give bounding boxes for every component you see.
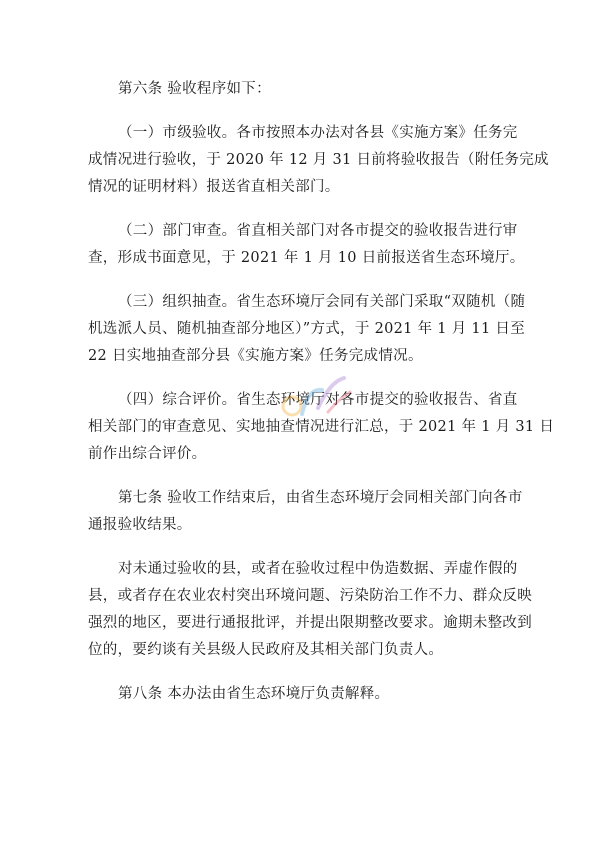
text-line: （三）组织抽查。省生态环境厅会同有关部门采取“双随机（随 xyxy=(118,294,526,310)
text-line: 前作出综合评价。 xyxy=(88,446,207,462)
text-line: 查，形成书面意见，于 2021 年 1 月 10 日前报送省生态环境厅。 xyxy=(88,250,525,266)
text-line: 相关部门的审查意见、实地抽查情况进行汇总，于 2021 年 1 月 31 日 xyxy=(88,419,555,435)
text-line: 对未通过验收的县，或者在验收过程中伪造数据、弄虚作假的 xyxy=(118,561,518,577)
text-line: 强烈的地区，要进行通报批评，并提出限期整改要求。逾期未整改到 xyxy=(88,615,532,631)
article-6-item-2 xyxy=(88,218,525,272)
text-line: 机选派人员、随机抽查部分地区）”方式，于 2021 年 1 月 11 日至 xyxy=(88,321,525,337)
text-line: 情况的证明材料）报送省直相关部门。 xyxy=(88,179,340,195)
text-line: 成情况进行验收，于 2020 年 12 月 31 日前将验收报告（附任务完成 xyxy=(88,152,549,168)
article-6-item-3 xyxy=(88,289,526,370)
document-body xyxy=(88,76,555,708)
text-line: 第八条 本办法由省生态环境厅负责解释。 xyxy=(118,686,390,702)
text-line: 22 日实地抽查部分县《实施方案》任务完成情况。 xyxy=(88,348,423,364)
text-line: （一）市级验收。各市按照本办法对各县《实施方案》任务完 xyxy=(118,125,518,141)
text-line: 位的，要约谈有关县级人民政府及其相关部门负责人。 xyxy=(88,642,444,658)
text-line: 第七条 验收工作结束后，由省生态环境厅会同相关部门向各市 xyxy=(118,490,523,506)
article-6-item-4 xyxy=(88,387,555,468)
text-line: 通报验收结果。 xyxy=(88,517,192,533)
article-6-heading xyxy=(88,76,508,103)
text-line: （二）部门审查。省直相关部门对各市提交的验收报告进行审 xyxy=(118,223,518,239)
article-7-paragraph-2 xyxy=(88,556,532,664)
article-7 xyxy=(88,485,523,539)
text-line: （四）综合评价。省生态环境厅对各市提交的验收报告、省直 xyxy=(118,392,518,408)
text-line: 县，或者存在农业农村突出环境问题、污染防治工作不力、群众反映 xyxy=(88,588,532,604)
article-6-item-1 xyxy=(88,120,549,201)
article-8 xyxy=(88,681,508,708)
text-line: 第六条 验收程序如下： xyxy=(118,81,271,97)
